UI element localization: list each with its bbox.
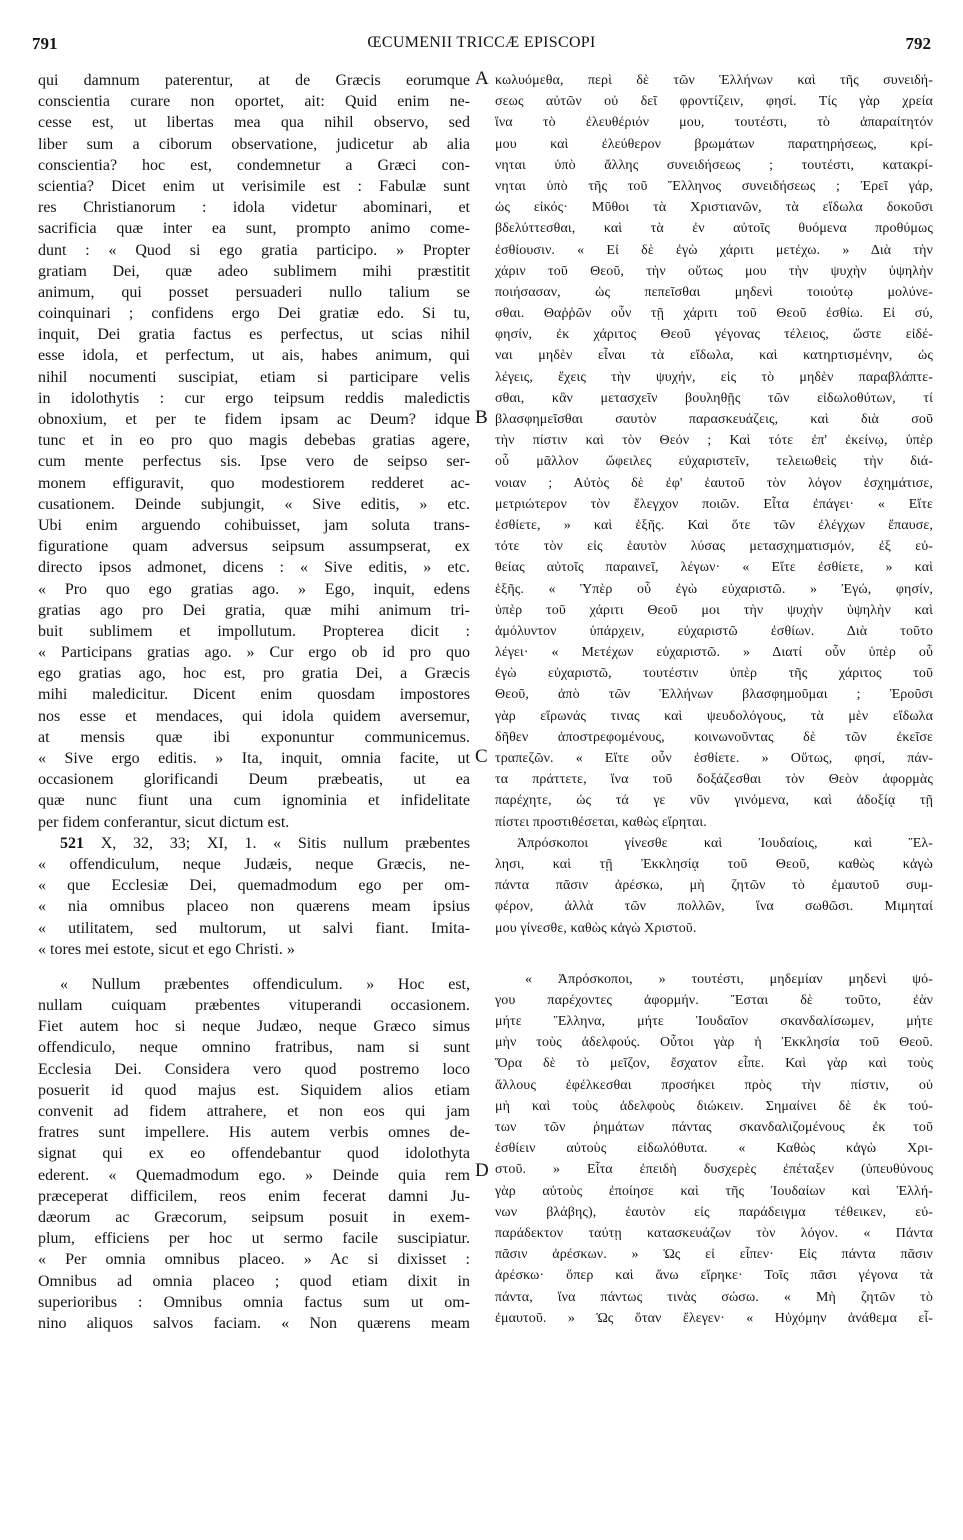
latin-text-line: sacrificia quæ inter ea sunt, prompto animo come-: [38, 220, 470, 238]
latin-text-line: 521 X, 32, 33; XI, 1. « Sitis nullum præbentes: [60, 834, 470, 852]
running-title: ŒCUMENII TRICCÆ EPISCOPI: [367, 34, 596, 51]
latin-text-line: at mensis quæ ibi exponuntur communicemus.: [38, 728, 470, 746]
greek-text-line: νων βλάβης), ἑαυτὸν εἰς παράδειγμα τέθεικεν, εὐ-: [495, 1204, 933, 1220]
greek-text-line: λέγεις, ἔχεις τὴν ψυχήν, εἰς τὸ μηδὲν παραβλάπτε-: [495, 369, 933, 385]
latin-text-line: gratiam Dei, quæ adeo sublimem mihi præstitit: [38, 262, 470, 280]
greek-text-line: ὡς εἰκός· Μῦθοι τὰ Χριστιανῶν, τὰ εἴδωλα δοκοῦσι: [495, 200, 933, 216]
greek-text-line: φέρον, ἀλλὰ τῶν πολλῶν, ἵνα σωθῶσι. Μιμηταί: [495, 899, 933, 915]
latin-column: [38, 70, 470, 1334]
greek-text-spacer: [495, 939, 933, 969]
latin-text-line: « Per omnia omnibus placeo. » Ac si dixisset :: [38, 1251, 470, 1269]
latin-text-line: cum mente perfectus sis. Ipse vero de seipso ser-: [38, 453, 470, 471]
latin-text-line: Ecclesia Dei. Considera vero quod postremo loco: [38, 1060, 470, 1078]
greek-text-line: θείας αὐτοῖς παραινεῖ, λέγων· « Εἴτε ἐσθίετε, » καὶ: [495, 560, 933, 576]
greek-text-line: πᾶσιν ἀρέσκων. » Ὡς εἰ εἶπεν· Εἰς πάντα πᾶσιν: [495, 1247, 933, 1263]
greek-text-line: ναι μηδὲν εἶναι τὰ εἴδωλα, καὶ κατηρτισμένην, ὡς: [495, 348, 933, 364]
section-marker-c: C: [475, 746, 488, 767]
greek-text-line: μετριώτερον τὸν ἔλεγχον ποιῶν. Εἶτα ἐπάγει· « Εἴτε: [495, 496, 933, 512]
greek-text-line: σθαι. Θαῤῥῶν οὖν τῇ χάριτι τοῦ Θεοῦ ἐσθίω. Εἰ σύ,: [495, 306, 933, 322]
greek-text-line: παράδεκτον ταύτῃ κατασκευάζων τὸν λόγον. « Πάντα: [495, 1225, 933, 1241]
latin-text-line: superioribus : Omnibus omnia factus sum ut om-: [38, 1293, 470, 1311]
greek-text-line: λέγει· « Μετέχων εὐχαριστῶ. » Διατί οὖν ὑπὲρ οὗ: [495, 645, 933, 661]
latin-text-line: convenit ad fidem attrahere, et non eos qui jam: [38, 1103, 470, 1120]
latin-text-line: offendiculo, neque omnino fratribus, nam si sunt: [38, 1039, 470, 1057]
latin-text-line: signat qui ex eo offendebantur quod idolothyta: [38, 1145, 470, 1163]
greek-text-line: σεως αὐτῶν οὐ δεῖ φροντίζειν, φησί. Τίς γὰρ χρεία: [495, 94, 933, 110]
latin-text-line: « nia omnibus placeo non quærens meam ipsius: [38, 898, 470, 916]
latin-text-line: Ubi enim arguendo cohibuisset, jam soluta trans-: [38, 516, 470, 534]
greek-text-line: των τῶν ῥημάτων πάντας σκανδαλιζομένους ἐκ τοῦ: [495, 1120, 933, 1135]
greek-text-line: κωλυόμεθα, περὶ δὲ τῶν Ἑλλήνων καὶ τῆς συνειδή-: [495, 73, 933, 88]
greek-text-line: τὴν πίστιν καὶ τὸν Θεόν ; Καὶ τότε ἐπ' ἐκείνῳ, ὑπὲρ: [495, 433, 933, 449]
latin-text-line: Fiet autem hoc si neque Judæo, neque Græco simus: [38, 1018, 470, 1036]
section-marker-b: B: [475, 407, 488, 428]
greek-text-line: πάντα, ἵνα πάντως τινὰς σώσω. « Μὴ ζητῶν τὸ: [495, 1289, 933, 1305]
latin-text-line: fratres sunt impellere. His autem verbis omnes de-: [38, 1124, 470, 1142]
greek-text-line: πάντα πᾶσιν ἀρέσκω, μὴ ζητῶν τὸ ἐμαυτοῦ συμ-: [495, 878, 933, 894]
greek-text-line: τα πράττετε, ἵνα τοῦ δοξάζεσθαι τὸν Θεὸν ἀφορμὰς: [495, 772, 933, 788]
latin-text-line: posuerit id quod majus est. Siquidem alios etiam: [38, 1081, 470, 1099]
greek-text-line: νοιαν ; Αὐτὸς δὲ ἐφ' ἑαυτοῦ τὸν λόγον ἐσχημάτισε,: [495, 475, 933, 491]
greek-text-line: ἐγὼ εὐχαριστῶ, τουτέστιν ὑπὲρ τῆς χάριτος τοῦ: [495, 666, 933, 682]
greek-text-line: ἀρέσκω· ὅπερ καὶ ἄνω εἴρηκε· Τοῖς πᾶσι γέγονα τὰ: [495, 1268, 933, 1284]
greek-text-line: « Ἀπρόσκοποι, » τουτέστι, μηδεμίαν μηδενὶ ψό-: [525, 971, 933, 987]
latin-text-line: quæ nunc fiunt una cum ignominia et infidelitate: [38, 792, 470, 810]
greek-text-line: λησι, καὶ τῇ Ἐκκλησίᾳ τοῦ Θεοῦ, καθὼς κἀγὼ: [495, 856, 933, 872]
greek-text-line: νηται ὑπὸ τῆς τοῦ Ἕλληνος συνειδήσεως ; Ἐρεῖ γάρ,: [495, 178, 933, 194]
greek-text-line: μου γίνεσθε, καθὼς κἀγὼ Χριστοῦ.: [495, 920, 697, 936]
latin-text-line: qui damnum paterentur, at de Græcis eorumque: [38, 72, 470, 89]
greek-text-line: γου παρέχοντες ἀφορμήν. Ἔσται δὲ τοῦτο, ἐὰν: [495, 992, 933, 1008]
latin-text-line: mihi maledicitur. Dicent enim quosdam impostores: [38, 686, 470, 704]
greek-text-line: χάριν τοῦ Θεοῦ, τὴν οὕτως μου τὴν ψυχὴν ὑψηλὴν: [495, 263, 933, 279]
greek-text-line: ἀμόλυντον ὑπάρχειν, εὐχαριστῶ ἐσθίων. Διὰ τοῦτο: [495, 623, 933, 639]
greek-text-line: δῆθεν ἀποστρεφομένους, κοινωνοῦντας δὲ τῶν ἐκεῖσε: [495, 729, 933, 745]
latin-text-line: coinquinari ; confidens ergo Dei gratiæ edo. Si tu,: [38, 305, 470, 323]
greek-text-line: νηται ὑπὸ ἄλλης συνειδήσεως ; τουτέστι, κατακρί-: [495, 157, 933, 173]
latin-text-line: animum, qui posset persuaderi nullo talium se: [38, 283, 470, 301]
greek-column: [495, 70, 933, 1329]
greek-text-line: στοῦ. » Εἶτα ἐπειδὴ δυσχερὲς ἐπέταξεν (ὑπευθύνους: [495, 1162, 933, 1178]
latin-text-line: in idolothytis : cur ergo teipsum reddis maledictis: [38, 389, 470, 407]
latin-text-line: dunt : « Quod si ego gratia participo. » Propter: [38, 241, 470, 259]
greek-text-line: σθαι, κἂν μετασχεῖν βουληθῇς τῶν εἰδωλοθύτων, τί: [495, 390, 933, 406]
greek-text-line: ποιήσασαν, ὡς πεπεῖσθαι μηδενὶ τοιούτῳ μολύνε-: [495, 284, 933, 300]
latin-text-line: monem effiguravit, quo modestiorem redderet ac-: [38, 474, 470, 492]
page-header: [30, 34, 933, 58]
greek-text-line: βλασφημεῖσθαι σαυτὸν παρασκευάζεις, καὶ διὰ σοῦ: [495, 412, 933, 427]
greek-text-line: ἐμαυτοῦ. » Ὡς ὅταν ἔλεγεν· « Ηὐχόμην ἀνάθεμα εἶ-: [495, 1310, 933, 1326]
greek-text-line: ἐσθίουσιν. « Εἰ δὲ ἐγὼ χάριτι μετέχω. » Διὰ τὴν: [495, 242, 933, 258]
greek-text-line: πίστει προστιθέσεται, καθὼς εἴρηται.: [495, 814, 707, 830]
latin-text-line: « utilitatem, sed multorum, ut salvi fiant. Imita-: [38, 919, 470, 937]
greek-text-line: τότε τὸν εἰς ἑαυτὸν λύσας μετασχηματισμόν, ἐξ εὐ-: [495, 539, 933, 555]
latin-text-line: per fidem conferantur, sicut dictum est.: [38, 813, 290, 831]
latin-text-line: res Christianorum : idola videtur abominari, et: [38, 199, 470, 217]
greek-text-line: μήτε Ἕλληνα, μήτε Ἰουδαῖον σκανδαλίσωμεν, μήτε: [495, 1014, 933, 1030]
latin-text-line: cusationem. Deinde subjungit, « Sive editis, » etc.: [38, 495, 470, 513]
latin-text-line: « Sive ergo editis. » Ita, inquit, omnia facite, ut: [38, 750, 470, 767]
section-marker-d: D: [475, 1160, 489, 1181]
latin-text-line: « Pro quo ego gratias ago. » Ego, inquit, edens: [38, 580, 470, 598]
greek-text-line: φησίν, ἐκ χάριτος Θεοῦ γέγονας τέλειος, ὥστε εἰδέ-: [495, 327, 933, 343]
greek-text-line: μὴ καὶ τοὺς ἀδελφοὺς διώκειν. Σημαίνει δὲ ἐκ τού-: [495, 1098, 933, 1114]
latin-text-line: dæorum ac Græcorum, seipsum posuit in exem-: [38, 1208, 470, 1226]
latin-text-spacer: [38, 960, 470, 974]
greek-text-line: ἵνα τὸ ἐλευθέριόν μου, τουτέστι, τὸ ἀπαραίτητόν: [495, 115, 933, 131]
page-number-left: 791: [32, 34, 58, 53]
section-marker-a: A: [475, 68, 489, 89]
greek-text-line: Ἀπρόσκοποι γίνεσθε καὶ Ἰουδαίοις, καὶ Ἕλ-: [517, 835, 933, 851]
page-number-right: 792: [905, 34, 931, 53]
latin-text-line: plum, efficiens per hoc ut sermo facile suscipiatur.: [38, 1230, 470, 1248]
latin-text-line: ederent. « Quemadmodum ego. » Deinde quia rem: [38, 1166, 470, 1184]
latin-text-line: ego gratias ago, hoc est, pro gratia Dei, a Græcis: [38, 665, 470, 683]
latin-text-line: nos esse et mendaces, qui idola quidem aversemur,: [38, 707, 470, 725]
latin-text-line: occasionem glorificandi Deum præbeatis, ut ea: [38, 771, 470, 789]
latin-text-line: gratias ago pro Dei gratia, quæ mihi animum tri-: [38, 601, 470, 619]
latin-text-line: inquit, Dei gratia factus es perfectus, ut scias nihil: [38, 326, 470, 344]
greek-text-line: ἄλλους ἐφέλκεσθαι προσήκει πρὸς τὴν πίστιν, οὐ: [495, 1077, 933, 1093]
latin-text-line: tunc et in eo pro quo magis debebas gratias agere,: [38, 432, 470, 450]
greek-text-line: μὴν τοὺς ἀδελφούς. Οὗτοι γὰρ ἡ Ἐκκλησία τοῦ Θεοῦ.: [495, 1035, 933, 1051]
latin-text-line: liber sum a ciborum observatione, judicetur ab alia: [38, 135, 470, 153]
latin-text-line: directo ipsos admonet, dicens : « Sive editis, » etc.: [38, 559, 470, 577]
latin-text-line: conscientia curare non oportet, ait: Quid enim ne-: [38, 93, 470, 111]
latin-text-line: « Nullum præbentes offendiculum. » Hoc est,: [60, 975, 470, 993]
latin-text-line: « tores mei estote, sicut et ego Christi. »: [38, 940, 295, 958]
greek-text-line: ἑξῆς. « Ὑπὲρ οὗ ἐγὼ εὐχαριστῶ. » Ἐγώ, φησίν,: [495, 581, 933, 597]
greek-text-line: Ὅρα δὲ τὸ μεῖζον, ἔσχατον εἶπε. Καὶ γὰρ καὶ τοὺς: [495, 1056, 933, 1072]
latin-text-line: « offendiculum, neque Judæis, neque Græcis, ne-: [38, 855, 470, 873]
latin-text-line: esse idola, et perfectum, ut ais, habes animum, qui: [38, 347, 470, 365]
greek-text-line: Θεοῦ, ἀπὸ τῶν Ἑλλήνων βλασφημοῦμαι ; Ἐροῦσι: [495, 687, 933, 703]
greek-text-line: ὑπὲρ τοῦ χάριτι Θεοῦ μοι τὴν ψυχὴν ὑψηλὴν καὶ: [495, 602, 933, 618]
greek-text-line: οὗ μᾶλλον ὤφειλες εὐχαριστεῖν, τελειωθεὶς τὴν διά-: [495, 454, 933, 470]
greek-text-line: βδελύττεσθαι, καὶ τὰ ἐν αὐτοῖς θυόμενα προθύμως: [495, 221, 933, 237]
greek-text-line: παρέχητε, ὡς τά γε νῦν γινόμενα, καὶ ἀδοξίᾳ τῇ: [495, 793, 933, 809]
greek-text-line: μου καὶ ἐλεύθερον βρωμάτων παρατηρήσεως, κρί-: [495, 136, 933, 152]
latin-text-line: « Participans gratias ago. » Cur ergo ob id pro quo: [38, 644, 470, 662]
latin-text-line: cesse est, ut libertas mea qua nihil observo, sed: [38, 114, 470, 132]
latin-text-line: figuratione quam adversus seipsum assumpserat, ex: [38, 538, 470, 556]
latin-text-line: nino aliquos salvos faciam. « Non quærens meam: [38, 1314, 470, 1332]
greek-text-line: τραπεζῶν. « Εἴτε οὖν ἐσθίετε. » Οὕτως, φησί, πάν-: [495, 751, 933, 766]
greek-text-line: ἐσθίετε, » καὶ ἑξῆς. Καὶ ὅτε τῶν ἐλέγχων ἔπαυσε,: [495, 517, 933, 533]
latin-text-line: præceperat difficilem, reos enim fecerat damni Ju-: [38, 1187, 470, 1205]
greek-text-line: γὰρ αὐτοὺς ἐποίησε καὶ τῆς Ἰουδαίων καὶ Ἑλλή-: [495, 1183, 933, 1199]
latin-text-line: buit sublimem et impollutum. Propterea dicit :: [38, 622, 470, 640]
latin-text-line: « que Ecclesiæ Dei, quemadmodum ego per om-: [38, 877, 470, 895]
greek-text-line: γὰρ εἴρωνάς τινας καὶ ψευδολόγους, τὰ μὲν εἴδωλα: [495, 708, 933, 724]
greek-text-line: ἐσθίειν αὐτοὺς εἰδωλόθυτα. « Καθὼς κἀγὼ Χρι-: [495, 1141, 933, 1157]
latin-text-line: scientia? Dicet enim ut verisimile est : Fabulæ sunt: [38, 177, 470, 195]
latin-text-line: Omnibus ad omnia placeo ; quod etiam dixit in: [38, 1272, 470, 1290]
latin-text-line: nihil nocumenti suscipiat, etiam si participare velis: [38, 368, 470, 386]
latin-text-line: conscientia? hoc est, condemnetur a Græci con-: [38, 156, 470, 174]
section-number: 521: [60, 834, 84, 852]
latin-text-line: nullam cuiquam præbentes vituperandi occasionem.: [38, 997, 470, 1015]
latin-text-line: obnoxium, et per te fidem ipsam ac Deum? idque: [38, 411, 470, 428]
